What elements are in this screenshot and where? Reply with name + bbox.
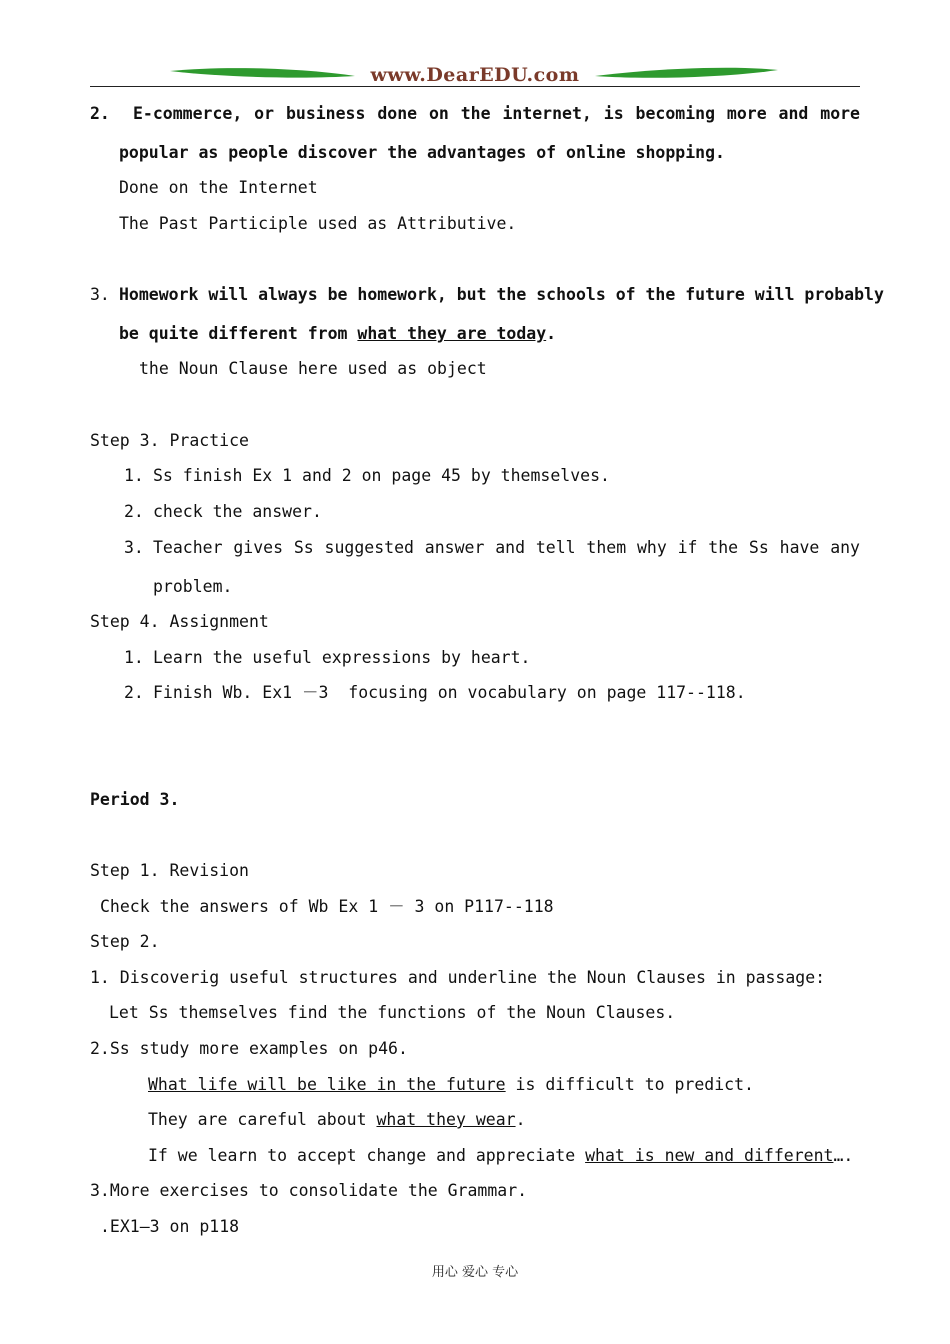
item-3-line-2-post: . [546, 324, 557, 343]
period-3-step-2-item-2: 2.Ss study more examples on p46. [90, 1039, 408, 1058]
step-3-item-3-text: Teacher gives Ss suggested answer and tell them why if the Ss have any [153, 538, 860, 557]
example-2-noun-clause: what they wear [376, 1110, 516, 1129]
step-3-item-2-text: check the answer. [153, 502, 322, 521]
item-3-line-2-pre: be quite different from [119, 324, 358, 343]
example-sentence-1 [148, 1075, 754, 1095]
step-3-item-2-number: 2. [124, 502, 144, 521]
period-3-step-1-text: Check the answers of Wb Ex 1 － 3 on P117--118 [100, 897, 554, 916]
step-3-title: Step 3. Practice [90, 431, 249, 450]
period-3-step-2-item-3: 3.More exercises to consolidate the Grammar. [90, 1181, 528, 1200]
example-3-post: …. [833, 1146, 854, 1165]
item-2-note-1: Done on the Internet [119, 178, 318, 197]
page-footer: 用心 爱心 专心 [431, 1265, 519, 1280]
example-3-pre: If we learn to accept change and appreciate [148, 1146, 586, 1165]
example-2-post: . [515, 1110, 526, 1129]
step-4-title: Step 4. Assignment [90, 612, 269, 631]
period-3-step-2-item-1-detail: Let Ss themselves find the functions of the Noun Clauses. [109, 1003, 676, 1022]
example-1-noun-clause: What life will be like in the future [148, 1075, 506, 1094]
item-3-note: the Noun Clause here used as object [139, 359, 487, 378]
item-2-number: 2. [90, 104, 110, 123]
item-2-line-1: E-commerce, or business done on the internet, is becoming more and more [133, 104, 860, 123]
item-2-note-2: The Past Participle used as Attributive. [119, 214, 517, 233]
example-sentence-3 [148, 1146, 853, 1166]
example-sentence-2 [148, 1110, 526, 1130]
item-3-line-2 [119, 324, 556, 344]
step-4-item-1-text: Learn the useful expressions by heart. [153, 648, 531, 667]
site-logo-text: www.DearEDU.com [370, 64, 580, 86]
step-3-item-1-number: 1. [124, 466, 144, 485]
example-3-noun-clause: what is new and different [585, 1146, 834, 1165]
header-rule [90, 86, 860, 87]
example-2-pre: They are careful about [148, 1110, 377, 1129]
step-3-item-1-text: Ss finish Ex 1 and 2 on page 45 by themselves. [153, 466, 610, 485]
item-2-line-2: popular as people discover the advantages of online shopping. [119, 143, 725, 162]
period-3-step-2-item-1: 1. Discoverig useful structures and underline the Noun Clauses in passage: [90, 968, 826, 987]
period-3-step-2-title: Step 2. [90, 932, 160, 951]
period-3-step-1-title: Step 1. Revision [90, 861, 249, 880]
step-4-item-2-number: 2. [124, 683, 144, 702]
example-1-rest: is difficult to predict. [505, 1075, 754, 1094]
step-4-item-2-text: Finish Wb. Ex1 －3 focusing on vocabulary on page 117--118. [153, 683, 746, 702]
item-3-number: 3. [90, 285, 110, 304]
period-heading: Period 3. [90, 790, 180, 809]
item-3-line-1: Homework will always be homework, but the schools of the future will probably [119, 285, 884, 304]
step-3-item-3-continuation: problem. [153, 577, 233, 596]
step-4-item-1-number: 1. [124, 648, 144, 667]
step-3-item-3-number: 3. [124, 538, 144, 557]
period-3-step-2-item-3-detail: .EX1—3 on p118 [100, 1217, 240, 1236]
item-3-underlined-clause: what they are today [357, 324, 547, 343]
